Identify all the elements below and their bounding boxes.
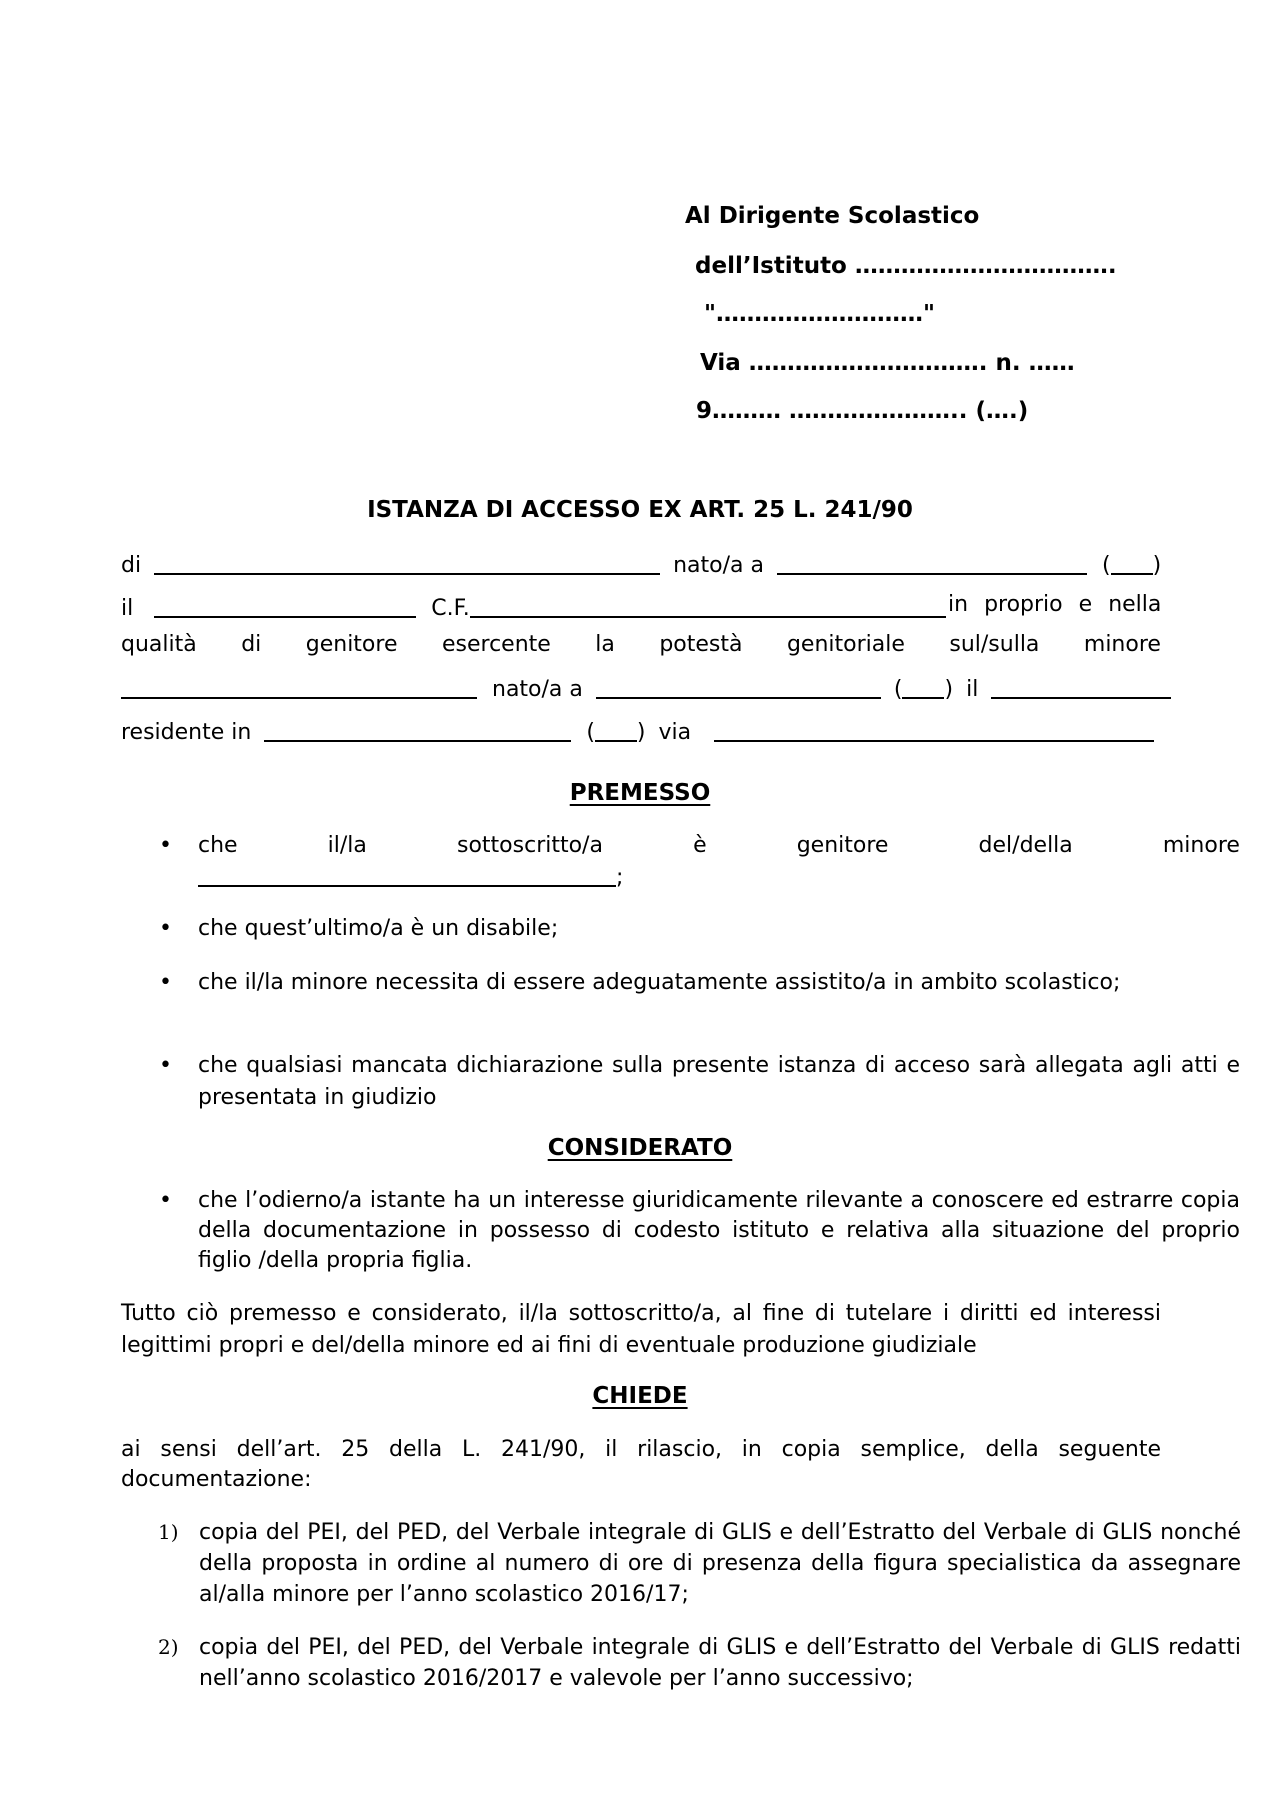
minor-province-field[interactable] <box>902 673 944 699</box>
body-paragraph: Tutto ciò premesso e considerato, il/la sottoscritto/a, al fine di tutelare i diritti ed interessi legittimi propri e del/della minore ed ai fini di eventuale produzione giudiziale <box>121 1301 1161 1358</box>
request-item-2-number: 2) <box>158 1635 179 1659</box>
document-title: ISTANZA DI ACCESSO EX ART. 25 L. 241/90 <box>367 497 913 523</box>
recipient-line-3: "………………………" <box>704 301 935 327</box>
label-nato-a: nato/a a <box>673 553 764 578</box>
label-cf: C.F. <box>431 596 470 621</box>
recipient-line-4: Via …………………………. n. …… <box>700 350 1075 376</box>
name-field[interactable] <box>154 549 660 575</box>
form-line-4: nato/a a ( ) il <box>121 673 1161 702</box>
label-di: di <box>121 553 142 578</box>
recipient-line-2: dell’Istituto ……………………………. <box>695 253 1117 279</box>
paren-open: ( <box>1101 553 1111 578</box>
tax-code-field[interactable] <box>470 592 946 618</box>
considerato-heading: CONSIDERATO <box>547 1135 733 1161</box>
label-via: via <box>658 720 692 745</box>
label-minor-nato-a: nato/a a <box>492 677 583 702</box>
chiede-intro: ai sensi dell’art. 25 della L. 241/90, il rilascio, in copia semplice, della seguente documentazione: <box>121 1437 1161 1492</box>
chiede-heading: CHIEDE <box>592 1383 688 1409</box>
document-page: Al Dirigente Scolastico dell’Istituto ……………………………. "………………………" Via …………………………. n. …… 9……… ………………….. (….) ISTANZA DI ACCESSO EX ART. 25 L. 241/90 di nato/a a ( ) il C.F. in proprio e nella qualità di genitore esercente la potestà genitoriale sul/sulla minore nato/a a ( ) il residente in ( ) via PREMESSO • che il/la sottoscritto/a è genitore del/della minore ; • che quest’ultimo/a è un disabile; • che il/la minore necessita di essere adeguatamente assistito/a in ambito scolastico; • che qualsiasi mancata dichiarazione sulla presente istanza di acceso sarà allegata agli atti e presentata in giudizio CONSIDERATO • che l’odierno/a istante ha un interesse giuridicamente rilevante a conoscere ed estrarre copia della documentazione in possesso di codesto istituto e relativa alla situazione del proprio figlio /della propria figlia. Tutto ciò premesso e considerato, il/la sottoscritto/a, al fine di tutelare i diritti ed interessi legittimi propri e del/della minore ed ai fini di eventuale produzione giudiziale CHIEDE ai sensi dell’art. 25 della L. 241/90, il rilascio, in copia semplice, della seguente documentazione: 1) copia del PEI, del PED, del Verbale integrale di GLIS e dell’Estratto del Verbale di GLIS nonché della proposta in ordine al numero di ore di presenza della figura specialistica da assegnare al/alla minore per l’anno scolastico 2016/17; 2) copia del PEI, del PED, del Verbale integrale di GLIS e dell’Estratto del Verbale di GLIS redatti nell’anno scolastico 2016/2017 e valevole per l’anno successivo; <box>0 0 1280 1811</box>
recipient-line-1: Al Dirigente Scolastico <box>685 203 980 229</box>
form-line-3: qualità di genitore esercente la potestà genitoriale sul/sulla minore <box>121 632 1161 657</box>
minor-name-field-2[interactable] <box>198 861 616 887</box>
premesso-heading: PREMESSO <box>569 780 711 806</box>
request-item-1-number: 1) <box>158 1520 179 1544</box>
province-field[interactable] <box>1111 549 1153 575</box>
residence-province-field[interactable] <box>595 716 637 742</box>
recipient-line-5: 9……… ………………….. (….) <box>696 398 1029 424</box>
minor-birthdate-field[interactable] <box>991 673 1171 699</box>
form-line-1 <box>121 549 1161 578</box>
label-residente: residente in <box>121 720 252 745</box>
form-line-2 <box>121 592 1161 621</box>
birthplace-field[interactable] <box>777 549 1087 575</box>
minor-birthplace-field[interactable] <box>596 673 881 699</box>
label-il-2: il <box>966 677 979 702</box>
residence-city-field[interactable] <box>264 716 571 742</box>
paren-close: ) <box>1152 553 1162 578</box>
in-proprio-text: in proprio e nella <box>948 592 1162 617</box>
form-line-5: residente in ( ) via <box>121 716 1161 745</box>
minor-name-field[interactable] <box>121 673 477 699</box>
birthdate-field[interactable] <box>154 592 416 618</box>
street-field[interactable] <box>714 716 1154 742</box>
label-il: il <box>121 596 134 621</box>
